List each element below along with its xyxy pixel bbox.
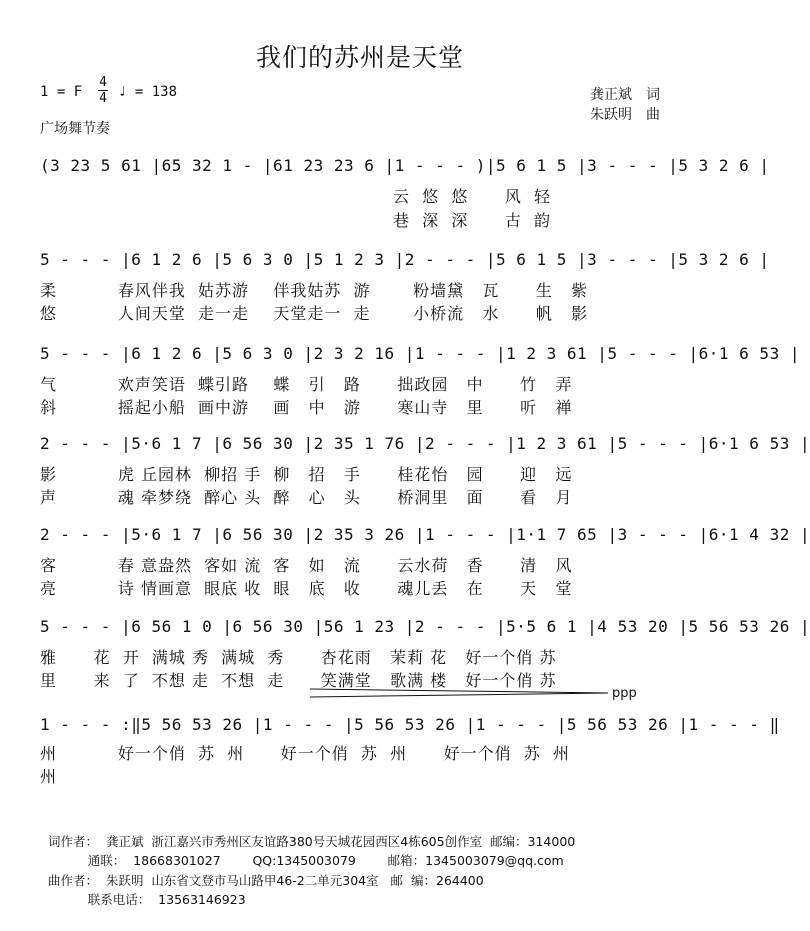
lyric-line-6-verse-1: 雅 花 开 满城 秀 满城 秀 杏花雨 茉莉 花 好一个俏 苏 bbox=[40, 648, 557, 667]
lyric-line-4-verse-2: 声 魂 牵梦绕 醉心 头 醉 心 头 桥洞里 面 看 月 bbox=[40, 488, 573, 507]
lyric-line-1-verse-1: 云 悠 悠 风 轻 bbox=[40, 187, 552, 206]
time-numerator: 4 bbox=[99, 75, 107, 90]
notation-line-6: 5 - - - |6 56 1 0 |6 56 30 |56 1 23 |2 - - - |5·5 6 1 |4 53 20 |5 56 53 26 | bbox=[40, 617, 810, 636]
lyric-line-2-verse-1: 柔 春风伴我 姑苏游 伴我姑苏 游 粉墙黛 瓦 生 紫 bbox=[40, 281, 589, 300]
lyricist-credit: 龚正斌 词 bbox=[590, 87, 660, 103]
footer-lyricist-contact: 通联： 18668301027 QQ:1345003079 邮箱：1345003079@qq.com bbox=[48, 853, 564, 868]
key-signature: 1 = F bbox=[40, 84, 83, 100]
lyric-line-7-verse-1: 州 好一个俏 苏 州 好一个俏 苏 州 好一个俏 苏 州 bbox=[40, 744, 570, 763]
lyric-line-1-verse-2: 巷 深 深 古 韵 bbox=[40, 211, 552, 230]
time-denominator: 4 bbox=[99, 91, 107, 106]
notation-line-7: 1 - - - :‖5 56 53 26 |1 - - - |5 56 53 26 |1 - - - |5 56 53 26 |1 - - - ‖ bbox=[40, 715, 780, 734]
song-title: 我们的苏州是天堂 bbox=[255, 43, 464, 72]
footer-composer-info: 曲作者： 朱跃明 山东省文登市马山路甲46-2二单元304室 邮 编：264400 bbox=[48, 873, 484, 888]
composer-credit: 朱跃明 曲 bbox=[590, 107, 660, 123]
lyric-line-3-verse-1: 气 欢声笑语 蝶引路 蝶 引 路 拙政园 中 竹 弄 bbox=[40, 375, 573, 394]
notation-line-1: (3 23 5 61 |65 32 1 - |61 23 23 6 |1 - - - )|5 6 1 5 |3 - - - |5 3 2 6 | bbox=[40, 156, 770, 175]
lyric-line-7-verse-2: 州 bbox=[40, 767, 58, 786]
lyric-line-3-verse-2: 斜 摇起小船 画中游 画 中 游 寒山寺 里 听 禅 bbox=[40, 398, 573, 417]
lyric-line-5-verse-2: 亮 诗 情画意 眼底 收 眼 底 收 魂儿丢 在 天 堂 bbox=[40, 579, 573, 598]
footer-composer-contact: 联系电话： 13563146923 bbox=[48, 892, 246, 907]
decrescendo-hairpin bbox=[310, 688, 610, 698]
tempo-marking: ♩ = 138 bbox=[118, 84, 178, 100]
footer-lyricist-info: 词作者： 龚正斌 浙江嘉兴市秀州区友谊路380号天城花园西区4栋605创作室 邮编：314000 bbox=[48, 834, 576, 849]
lyric-line-2-verse-2: 悠 人间天堂 走一走 天堂走一 走 小桥流 水 帆 影 bbox=[40, 304, 589, 323]
notation-line-2: 5 - - - |6 1 2 6 |5 6 3 0 |5 1 2 3 |2 - - - |5 6 1 5 |3 - - - |5 3 2 6 | bbox=[40, 250, 770, 269]
lyric-line-5-verse-1: 客 春 意盎然 客如 流 客 如 流 云水荷 香 清 风 bbox=[40, 556, 573, 575]
time-signature bbox=[98, 76, 108, 105]
lyric-line-4-verse-1: 影 虎 丘园林 柳招 手 柳 招 手 桂花怡 园 迎 远 bbox=[40, 465, 573, 484]
dynamic-marking: ppp bbox=[612, 686, 637, 701]
style-marking: 广场舞节奏 bbox=[40, 121, 110, 137]
notation-line-3: 5 - - - |6 1 2 6 |5 6 3 0 |2 3 2 16 |1 - - - |1 2 3 61 |5 - - - |6·1 6 53 | bbox=[40, 344, 800, 363]
notation-line-4: 2 - - - |5·6 1 7 |6 56 30 |2 35 1 76 |2 - - - |1 2 3 61 |5 - - - |6·1 6 53 | bbox=[40, 434, 810, 453]
notation-line-5: 2 - - - |5·6 1 7 |6 56 30 |2 35 3 26 |1 - - - |1·1 7 65 |3 - - - |6·1 4 32 | bbox=[40, 525, 810, 544]
lyric-line-6-verse-2: 里 来 了 不想 走 不想 走 笑满堂 歌满 楼 好一个俏 苏 bbox=[40, 671, 557, 690]
